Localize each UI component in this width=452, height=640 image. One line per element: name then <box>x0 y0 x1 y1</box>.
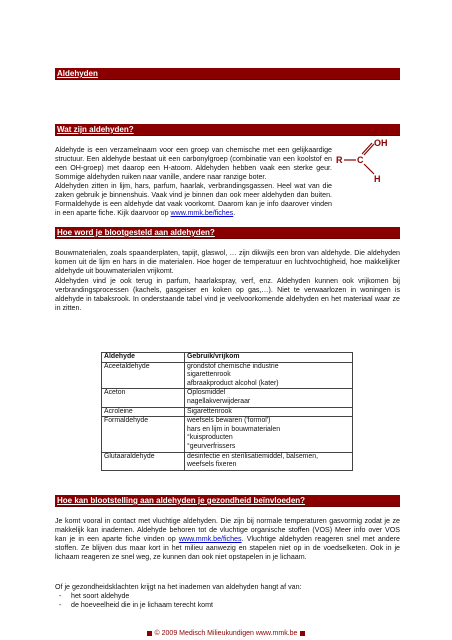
use-item: weefsels fixeren <box>187 461 237 469</box>
paragraph-sources <box>55 182 332 218</box>
use-item: weefsels bewaren ('formol') <box>187 417 271 425</box>
section-header-aldehyden <box>55 68 400 80</box>
table-cell-name: Acroleine <box>102 407 185 417</box>
paragraph-factors <box>55 583 400 610</box>
use-item: desinfectie en sterilisatiemiddel, balsemen, <box>187 452 318 460</box>
table-header-aldehyde: Aldehyde <box>102 353 185 363</box>
fiches-link[interactable]: www.mmk.be/fiches <box>170 209 234 218</box>
square-bullet-icon <box>147 631 152 636</box>
list-item: - het soort aldehyde <box>55 592 400 601</box>
table-cell-name: Formaldehyde <box>102 417 185 452</box>
paragraph-text: Je komt vooral in contact met vluchtige aldehyden. Die zijn bij normale temperaturen gasvormig zodat je ze makkelijk kan inademen. Aldehyde behoren tot de vluchtige organische stoffen (VOS) Meer info over VOS kan je in een aparte fiche vinden op <box>55 517 400 544</box>
table-cell-uses <box>185 417 353 452</box>
section-title: Wat zijn aldehyden? <box>57 125 134 134</box>
table-header-row <box>102 353 353 363</box>
square-bullet-icon <box>300 631 305 636</box>
table-cell-uses <box>185 407 353 417</box>
table-header-gebruik: Gebruik/vrijkom <box>185 353 353 363</box>
factors-intro: Of je gezondheidsklachten krijgt na het inademen van aldehyden hangt af van: <box>55 583 302 591</box>
table-cell-name: Aceetaldehyde <box>102 362 185 389</box>
section-title: Hoe word je blootgesteld aan aldehyden? <box>57 228 215 237</box>
paragraph-definition: Aldehyde is een verzamelnaam voor een groep van chemische met een gelijkaardige structuur. Een aldehyde bestaat uit een carbonylgroep (combinatie van een koolstof en een OH-groep) met daarop een H-atoom. Aldehyden hebben vaak een sterke geur. Sommige aldehyden ruiken naar vanille, andere naar ranzige boter. <box>55 146 332 182</box>
page-footer <box>0 630 452 637</box>
table-row <box>102 362 353 389</box>
paragraph-exposure <box>55 517 400 562</box>
table-cell-name: Glutaaraldehyde <box>102 452 185 470</box>
section-title: Aldehyden <box>57 69 98 78</box>
section-header-gezondheid <box>55 495 400 507</box>
factors-list <box>55 592 400 610</box>
section-header-blootgesteld <box>55 227 400 239</box>
paragraph-text: . <box>233 209 236 218</box>
use-item: Oplosmiddel <box>187 389 226 397</box>
table-row <box>102 389 353 407</box>
section-title: Hoe kan blootstelling aan aldehyden je gezondheid beïnvloeden? <box>57 496 306 505</box>
use-item: sigarettenrook <box>187 371 231 379</box>
table-row <box>102 417 353 452</box>
aldehyde-table <box>101 352 353 471</box>
table-cell-uses <box>185 362 353 389</box>
use-item: Sigarettenrook <box>187 407 232 415</box>
structure-r: R <box>336 155 343 165</box>
use-item: grondstof chemische industrie <box>187 362 279 370</box>
fiches-link[interactable]: www.mmk.be/fiches <box>178 535 242 544</box>
paragraph-text: Aldehyden zitten in lijm, hars, parfum, haarlak, verbrandingsgassen. Heel wat van die zaken gebruik je binnenshuis. Vaak vind je binnen dan ook meer aldehyden dan buiten. Formaldehyde is een aldehyde dat vaak voorkomt. Daarom kan je info daarover vinden in een aparte fiche. Kijk daarvoor op <box>55 182 332 218</box>
structure-oh: OH <box>374 138 388 148</box>
table-row <box>102 452 353 470</box>
structure-h: H <box>374 174 381 184</box>
use-item: afbraakproduct alcohol (kater) <box>187 379 279 387</box>
section-header-wat-zijn <box>55 124 400 136</box>
structure-c: C <box>357 155 364 165</box>
table-row <box>102 407 353 417</box>
use-item: °geurverfrissers <box>187 442 236 450</box>
use-item: nagellakverwijderaar <box>187 397 251 405</box>
paragraph-materials: Bouwmaterialen, zoals spaanderplaten, tapijt, glaswol, … zijn dikwijls een bron van aldehyde. Die aldehyden komen uit de lijm en hars in die materialen. Hoe hoger de temperatuur en luchtvochtigheid, hoe makkelijker aldehyde uit bouwmaterialen vrijkomt. <box>55 249 400 276</box>
paragraph-text: . Vluchtige aldehyden reageren snel met andere stoffen. Ze blijven dus maar kort in het milieu aanwezig en stapelen niet op in de voedselketen. Ook in je lichaam reageren ze snel weg, ze kunnen dan ook niet opstapelen in je lichaam. <box>55 535 400 562</box>
list-item: - de hoeveelheid die in je lichaam terecht komt <box>55 601 400 610</box>
aldehyde-structure-diagram <box>334 136 398 186</box>
footer-text: © 2009 Medisch Milieukundigen www.mmk.be <box>154 630 298 637</box>
table-cell-name: Aceton <box>102 389 185 407</box>
table-cell-uses <box>185 452 353 470</box>
use-item: hars en lijm in bouwmaterialen <box>187 425 281 433</box>
paragraph-other-sources: Aldehyden vind je ook terug in parfum, haarlakspray, verf, enz. Aldehyden kunnen ook vrijkomen bij verbrandingsprocessen (kachels, gasgeiser en koken op gas,…). Niet te verwaarlozen in woningen is aldehyde in tabaksrook. In onderstaande tabel vind je veelvoorkomende aldehyden en het materiaal waar ze in zitten. <box>55 277 400 313</box>
use-item: °kuisproducten <box>187 434 233 442</box>
table-cell-uses <box>185 389 353 407</box>
